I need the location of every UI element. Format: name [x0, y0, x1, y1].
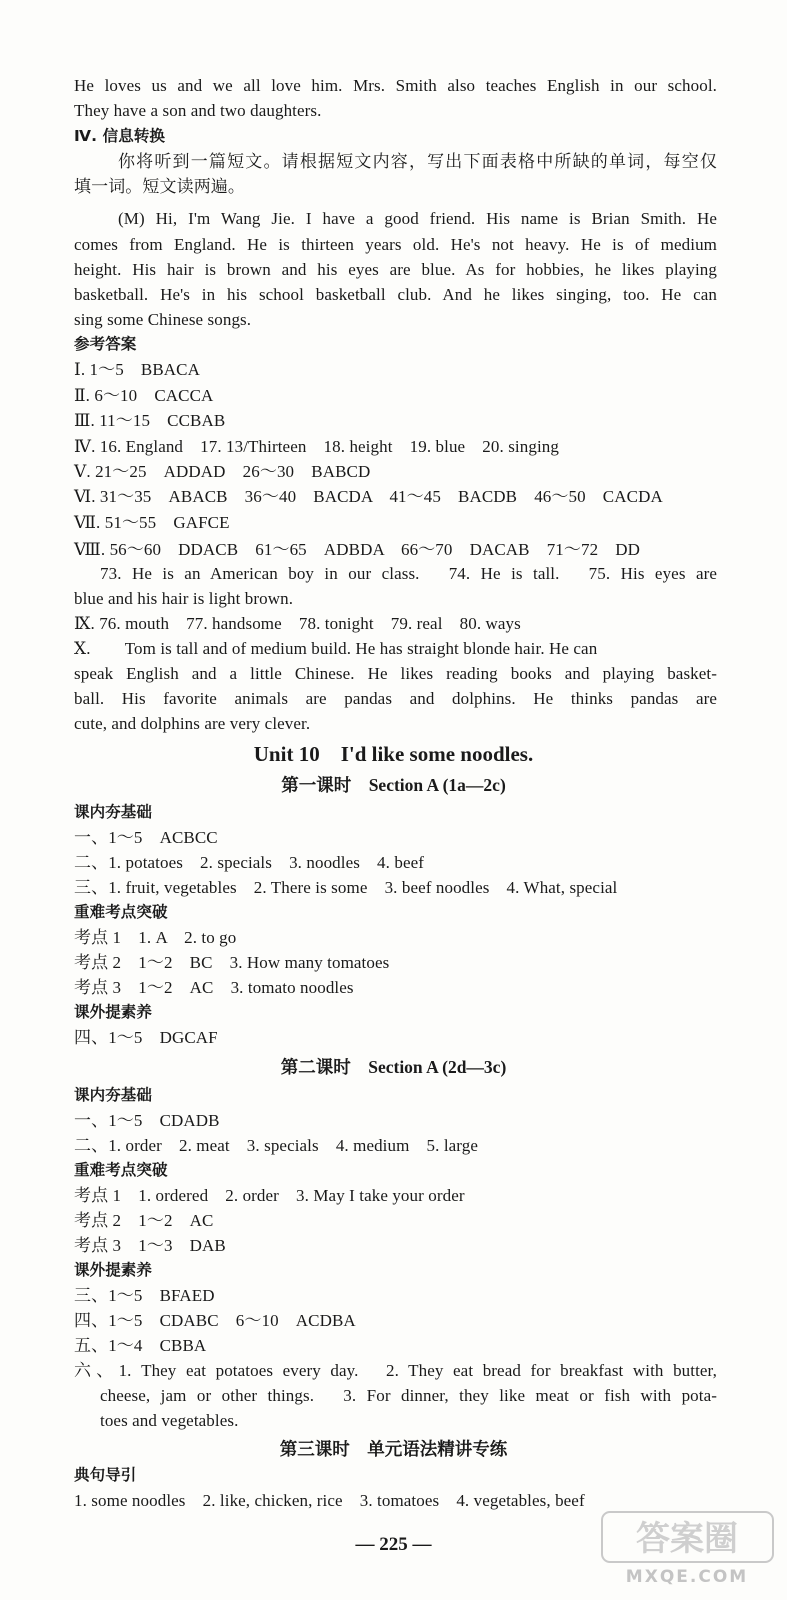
text-line: sing some Chinese songs. — [74, 310, 252, 329]
section-heading: 典句导引 — [74, 1466, 137, 1484]
section-heading: 课内夯基础 — [74, 1086, 153, 1104]
answer-line: 六、1. They eat potatoes every day. 2. They eat bread for breakfast with butter, — [74, 1361, 717, 1380]
section-heading: 重难考点突破 — [74, 1161, 168, 1179]
answer-line: Ⅲ. 11～15 CCBAB — [74, 411, 226, 430]
answer-line: 73. He is an American boy in our class. 74. He is tall. 75. His eyes are — [100, 564, 717, 583]
answer-line: 四、1～5 CDABC 6～10 ACDBA — [74, 1311, 356, 1330]
answer-line: blue and his hair is light brown. — [74, 589, 294, 608]
answer-line: 考点 3 1～2 AC 3. tomato noodles — [74, 978, 354, 997]
answer-line: 三、1. fruit, vegetables 2. There is some 3. beef noodles 4. What, special — [74, 878, 618, 897]
answer-line: 考点 1 1. A 2. to go — [74, 928, 237, 947]
section-heading: 重难考点突破 — [74, 903, 168, 921]
section-heading: Ⅳ. 信息转换 — [74, 127, 166, 145]
answer-line: 1. some noodles 2. like, chicken, rice 3. tomatoes 4. vegetables, beef — [74, 1491, 585, 1510]
watermark-sub-text: MXQE.COM — [625, 1567, 749, 1587]
lesson-title: 第三课时 单元语法精讲专练 — [279, 1439, 508, 1459]
answer-line: Ⅱ. 6～10 CACCA — [74, 386, 214, 405]
section-heading: 课外提素养 — [74, 1003, 153, 1021]
answer-line: cheese, jam or other things. 3. For dinner, they like meat or fish with pota- — [100, 1386, 717, 1405]
answer-line: Ⅸ. 76. mouth 77. handsome 78. tonight 79. real 80. ways — [74, 614, 521, 633]
text-line: They have a son and two daughters. — [74, 101, 322, 120]
answer-line: Ⅹ. Tom is tall and of medium build. He has straight blonde hair. He can — [74, 639, 598, 658]
answer-line: Ⅰ. 1～5 BBACA — [74, 360, 200, 379]
answer-line: Ⅷ. 56～60 DDACB 61～65 ADBDA 66～70 DACAB 71～72 DD — [74, 540, 641, 559]
answer-line: cute, and dolphins are very clever. — [74, 714, 311, 733]
answer-line: 考点 2 1～2 BC 3. How many tomatoes — [74, 953, 390, 972]
answer-line: 二、1. order 2. meat 3. specials 4. medium 5. large — [74, 1136, 479, 1155]
watermark-main-text: 答案圈 — [636, 1519, 738, 1559]
answer-key-heading: 参考答案 — [74, 335, 137, 353]
answer-line: 考点 2 1～2 AC — [74, 1211, 214, 1230]
answer-line: toes and vegetables. — [100, 1411, 239, 1430]
answer-line: Ⅶ. 51～55 GAFCE — [74, 513, 230, 532]
page-number: — 225 — — [355, 1534, 432, 1555]
answer-line: 三、1～5 BFAED — [74, 1286, 215, 1305]
answer-line: 五、1～4 CBBA — [74, 1336, 207, 1355]
answer-line: ball. His favorite animals are pandas and dolphins. He thinks pandas are — [74, 689, 717, 708]
answer-line: 考点 1 1. ordered 2. order 3. May I take your order — [74, 1186, 465, 1205]
answer-line: 考点 3 1～3 DAB — [74, 1236, 226, 1255]
instruction-text: 你将听到一篇短文。请根据短文内容，写出下面表格中所缺的单词，每空仅 — [118, 152, 717, 171]
text-line: comes from England. He is thirteen years old. He's not heavy. He is of medium — [74, 235, 717, 254]
text-line: basketball. He's in his school basketball club. And he likes singing, too. He can — [74, 285, 717, 304]
unit-title: Unit 10 I'd like some noodles. — [253, 742, 534, 766]
answer-line: 一、1～5 ACBCC — [74, 828, 218, 847]
answer-line: 四、1～5 DGCAF — [74, 1028, 218, 1047]
answer-line: speak English and a little Chinese. He likes reading books and playing basket- — [74, 664, 717, 683]
answer-line: Ⅳ. 16. England 17. 13/Thirteen 18. height 19. blue 20. singing — [74, 437, 559, 456]
watermark-logo — [600, 1508, 775, 1588]
answer-line: Ⅵ. 31～35 ABACB 36～40 BACDA 41～45 BACDB 46～50 CACDA — [74, 487, 663, 506]
answer-line: Ⅴ. 21～25 ADDAD 26～30 BABCD — [74, 462, 371, 481]
text-line: He loves us and we all love him. Mrs. Smith also teaches English in our school. — [74, 76, 717, 95]
lesson-title: 第一课时 Section A (1a—2c) — [281, 775, 506, 795]
instruction-text: 填一词。短文读两遍。 — [74, 177, 245, 196]
section-heading: 课内夯基础 — [74, 803, 153, 821]
lesson-title: 第二课时 Section A (2d—3c) — [280, 1057, 507, 1077]
section-heading: 课外提素养 — [74, 1261, 153, 1279]
answer-line: 一、1～5 CDADB — [74, 1111, 220, 1130]
answer-line: 二、1. potatoes 2. specials 3. noodles 4. beef — [74, 853, 425, 872]
text-line: height. His hair is brown and his eyes are blue. As for hobbies, he likes playing — [74, 260, 717, 279]
text-line: (M) Hi, I'm Wang Jie. I have a good friend. His name is Brian Smith. He — [118, 209, 717, 228]
